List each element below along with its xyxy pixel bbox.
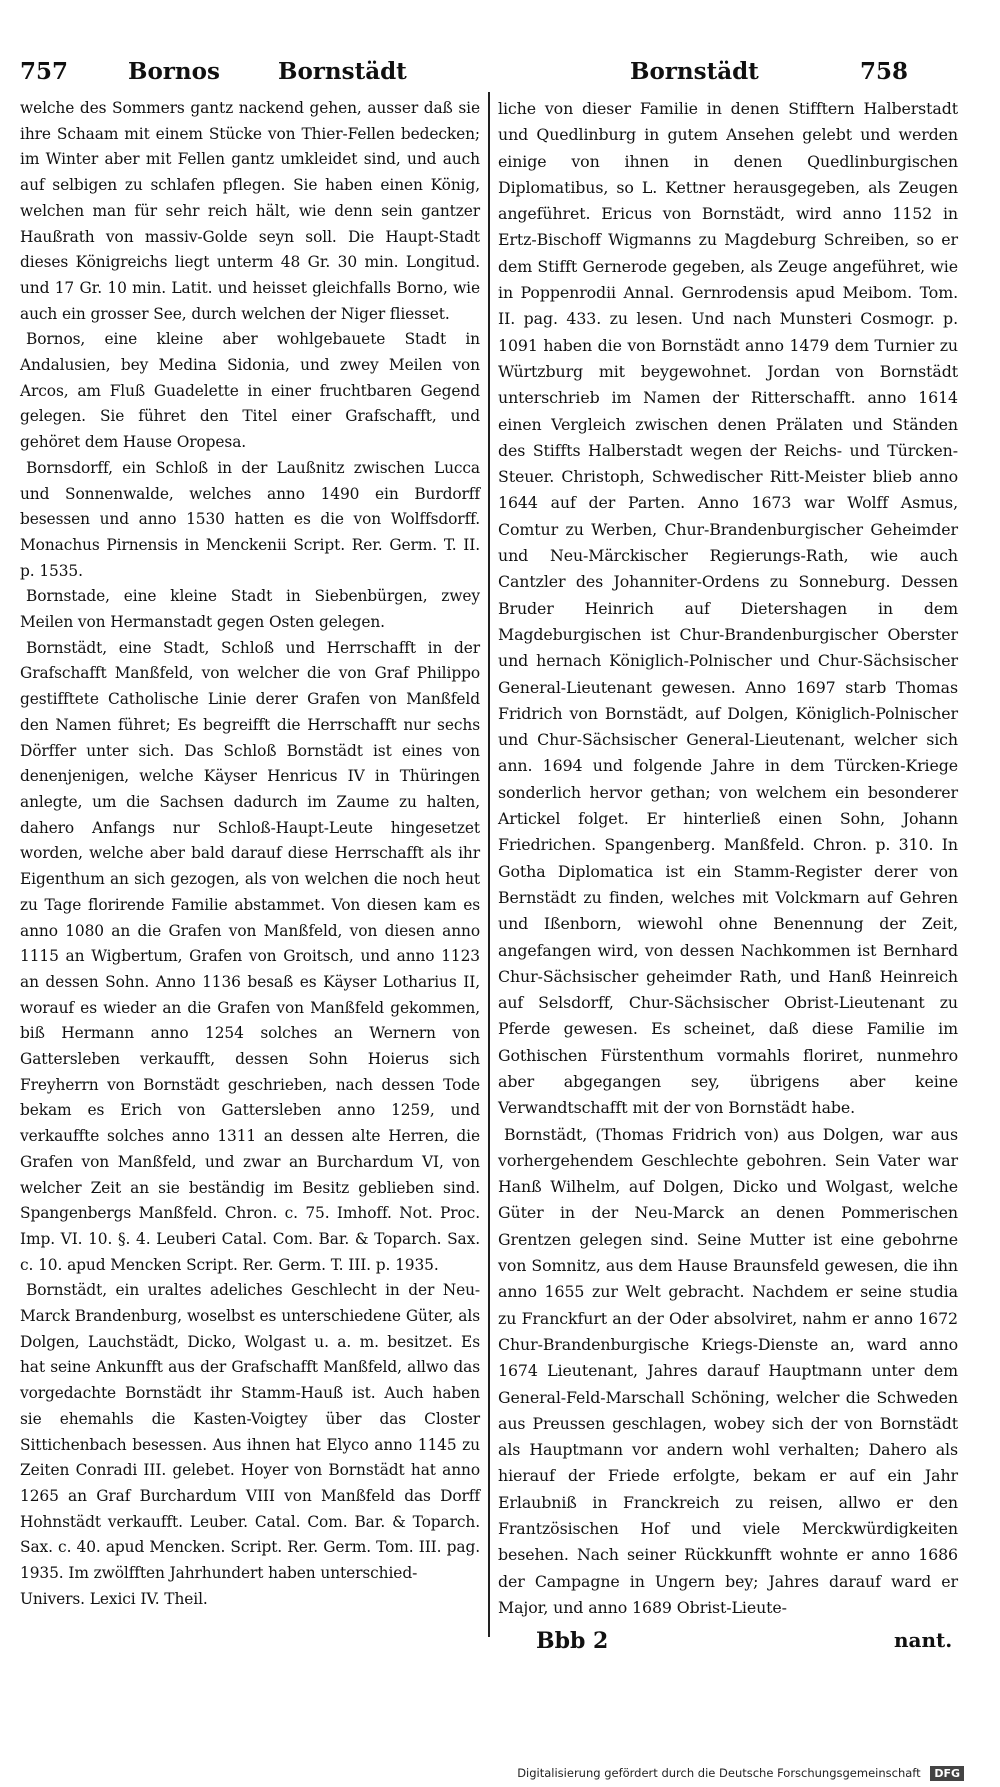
page-number-left: 757 (20, 58, 69, 85)
header-keyword-left: Bornos (128, 58, 220, 85)
entry-bornstaedt-geschlecht-continued: liche von dieser Familie in denen Stifftern Halberstadt und Quedlinburg in gutem Ansehen gelebt und werden einige von ihnen in denen Quedlinburgischen Diplomatibus, so L. Kettner herausgegeben, als Zeugen angeführet. Ericus von Bornstädt, wird anno 1152 in Ertz-Bischoff Wigmanns zu Magdeburg Schreiben, so er dem Stifft Gernerode gegeben, als Zeuge angeführet, wie in Poppenrodii Annal. Gernrodensis apud Meibom. Tom. II. pag. 433. zu lesen. Und nach Munsteri Cosmogr. p. 1091 haben die von Bornstädt anno 1479 dem Turnier zu Würtzburg mit beygewohnet. Jordan von Bornstädt unterschrieb im Namen der Ritterschafft. anno 1614 einen Vergleich zwischen denen Prälaten und Ständen des Stiffts Halberstadt wegen der Reichs- und Türcken-Steuer. Christoph, Schwedischer Ritt-Meister blieb anno 1644 auf der Parten. Anno 1673 war Wolff Asmus, Comtur zu Werben, Chur-Brandenburgischer Geheimder und Neu-Märckischer Regierungs-Rath, wie auch Cantzler des Johanniter-Ordens zu Sonneburg. Dessen Bruder Heinrich auf Dietershagen in dem Magdeburgischen ist Chur-Brandenburgischer Oberster und hernach Königlich-Polnischer und Chur-Sächsischer General-Lieutenant gewesen. Anno 1697 starb Thomas Fridrich von Bornstädt, auf Dolgen, Königlich-Polnischer und Chur-Sächsischer General-Lieutenant, welcher sich ann. 1694 und folgende Jahre in dem Türcken-Kriege sonderlich hervor gethan; von welchem ein besonderer Artickel folget. Er hinterließ einen Sohn, Johann Friedrichen. Spangenberg. Manßfeld. Chron. p. 310. In Gotha Diplomatica ist ein Stamm-Register derer von Bernstädt zu finden, welches mit Volckmarn auf Gehren und Ißenborn, wiewohl ohne Benennung der Zeit, angefangen wird, von dessen Nachkommen ist Bernhard Chur-Sächsischer geheimder Rath, und Hanß Heinreich auf Selsdorff, Chur-Sächsischer Obrist-Lieutenant zu Pferde gewesen. Es scheinet, daß diese Familie im Gothischen Fürstenthum vormahls floriret, nunmehro aber abgegangen sey, übrigens aber keine Verwandtschafft mit der von Bornstädt habe. (498, 99, 958, 1118)
entry-bornstaedt-stadt: Bornstädt, eine Stadt, Schloß und Herrschafft in der Grafschafft Manßfeld, von welcher die von Graf Philippo gestifftete Catholische Linie derer Grafen von Manßfeld den Namen führet; Es begreifft die Herrschafft nur sechs Dörffer unter sich. Das Schloß Bornstädt ist eines von denenjenigen, welche Käyser Henricus IV in Thüringen anlegte, um die Sachsen dadurch im Zaume zu halten, dahero Anfangs nur Schloß-Haupt-Leute hingesetzet worden, welche aber bald darauf diese Herrschafft als ihr Eigenthum an sich gezogen, als von welchen die noch heut zu Tage florirende Familie abstammet. Von diesen kam es anno 1080 an die Grafen von Manßfeld, von diesen anno 1115 an Wigbertum, Grafen von Groitsch, und anno 1123 an dessen Sohn. Anno 1136 besaß es Käyser Lotharius II, worauf es wieder an die Grafen von Manßfeld gekommen, biß Hermann anno 1254 solches an Wernern von Gattersleben verkaufft, dessen Sohn Hoierus sich Freyherrn von Bornstädt geschrieben, nach dessen Tode bekam es Erich von Gattersleben anno 1259, und verkauffte solches anno 1311 an dessen alte Herren, die Grafen von Manßfeld, und zwar an Burchardum VI, von welcher Zeit an sie beständig im Besitz geblieben sind. Spangenbergs Manßfeld. Chron. c. 75. Imhoff. Not. Proc. Imp. VI. 10. §. 4. Leuberi Catal. Com. Bar. & Toparch. Sax. c. 10. apud Mencken Script. Rer. Germ. T. III. p. 1935. (20, 638, 480, 1274)
volume-note: Univers. Lexici IV. Theil. (20, 1589, 208, 1608)
left-column (20, 96, 480, 1612)
right-column (498, 96, 958, 1621)
digitization-credit: Digitalisierung gefördert durch die Deutsche Forschungsgemeinschaft (517, 1766, 921, 1780)
header-keyword-center-right: Bornstädt (630, 58, 759, 85)
page-number-right: 758 (860, 58, 909, 85)
column-divider (488, 92, 490, 1637)
entry-bornsdorff: Bornsdorff, ein Schloß in der Laußnitz zwischen Lucca und Sonnenwalde, welches anno 1490 ein Burdorff besessen und anno 1530 hatten es die von Wolffsdorff. Monachus Pirnensis in Menckenii Script. Rer. Germ. T. II. p. 1535. (20, 458, 480, 580)
digitization-footer (517, 1766, 964, 1781)
signature-mark: Bbb 2 (536, 1628, 609, 1654)
catchword: nant. (894, 1628, 953, 1652)
header-keyword-center-left: Bornstädt (278, 58, 407, 85)
entry-bornstade: Bornstade, eine kleine Stadt in Siebenbürgen, zwey Meilen von Hermanstadt gegen Osten gelegen. (20, 587, 480, 632)
entry-borno-continued: welche des Sommers gantz nackend gehen, ausser daß sie ihre Schaam mit einem Stücke von Thier-Fellen bedecken; im Winter aber mit Fellen gantz umkleidet sind, und auch auf selbigen zu schlafen pflegen. Sie haben einen König, welchen man für sehr reich hält, wie denn sein gantzer Haußrath von massiv-Golde seyn soll. Die Haupt-Stadt dieses Königreichs liegt unterm 48 Gr. 30 min. Longitud. und 17 Gr. 10 min. Latit. und heisset gleichfalls Borno, wie auch ein grosser See, durch welchen der Niger fliesset. (20, 99, 480, 323)
running-header (20, 58, 940, 94)
entry-bornstaedt-thomas-fridrich: Bornstädt, (Thomas Fridrich von) aus Dolgen, war aus vorhergehendem Geschlechte gebohren. Sein Vater war Hanß Wilhelm, auf Dolgen, Dicko und Wolgast, welche Güter in der Neu-Marck an denen Pommerischen Grentzen gelegen sind. Seine Mutter ist eine gebohrne von Somnitz, aus dem Hause Braunsfeld gewesen, die ihn anno 1655 zur Welt gebracht. Nachdem er seine studia zu Franckfurt an der Oder absolviret, nahm er anno 1672 Chur-Brandenburgische Kriegs-Dienste an, ward anno 1674 Lieutenant, Jahres darauf Hauptmann unter dem General-Feld-Marschall Schöning, welcher die Schweden aus Preussen geschlagen, wobey sich der von Bornstädt als Hauptmann vor andern wohl verhalten; Dahero als hierauf der Friede erfolgte, bekam er auf ein Jahr Erlaubniß in Franckreich zu reisen, allwo er den Frantzösischen Hof und viele Merckwürdigkeiten besehen. Nach seiner Rückkunfft wohnte er anno 1686 der Campagne in Ungern bey; Jahres darauf ward er Major, und anno 1689 Obrist-Lieute- (498, 1124, 958, 1617)
entry-bornos: Bornos, eine kleine aber wohlgebauete Stadt in Andalusien, bey Medina Sidonia, und zwey Meilen von Arcos, am Fluß Guadelette in einer fruchtbaren Gegend gelegen. Sie führet den Titel einer Grafschafft, und gehöret dem Hause Oropesa. (20, 330, 480, 452)
entry-bornstaedt-geschlecht: Bornstädt, ein uraltes adeliches Geschlecht in der Neu-Marck Brandenburg, woselbst es unterschiedene Güter, als Dolgen, Lauchstädt, Dicko, Wolgast u. a. m. besitzet. Es hat seine Ankunfft aus der Grafschafft Manßfeld, allwo das vorgedachte Bornstädt ihr Stamm-Hauß ist. Auch haben sie ehemahls die Kasten-Voigtey über das Closter Sittichenbach besessen. Aus ihnen hat Elyco anno 1145 zu Zeiten Conradi III. gelebet. Hoyer von Bornstädt hat anno 1265 an Graf Burchardum VIII von Manßfeld das Dorff Hohnstädt verkaufft. Leuber. Catal. Com. Bar. & Toparch. Sax. c. 40. apud Mencken. Script. Rer. Germ. Tom. III. pag. 1935. Im zwölfften Jahrhundert haben unterschied- (20, 1281, 480, 1583)
dfg-logo: DFG (930, 1766, 964, 1781)
